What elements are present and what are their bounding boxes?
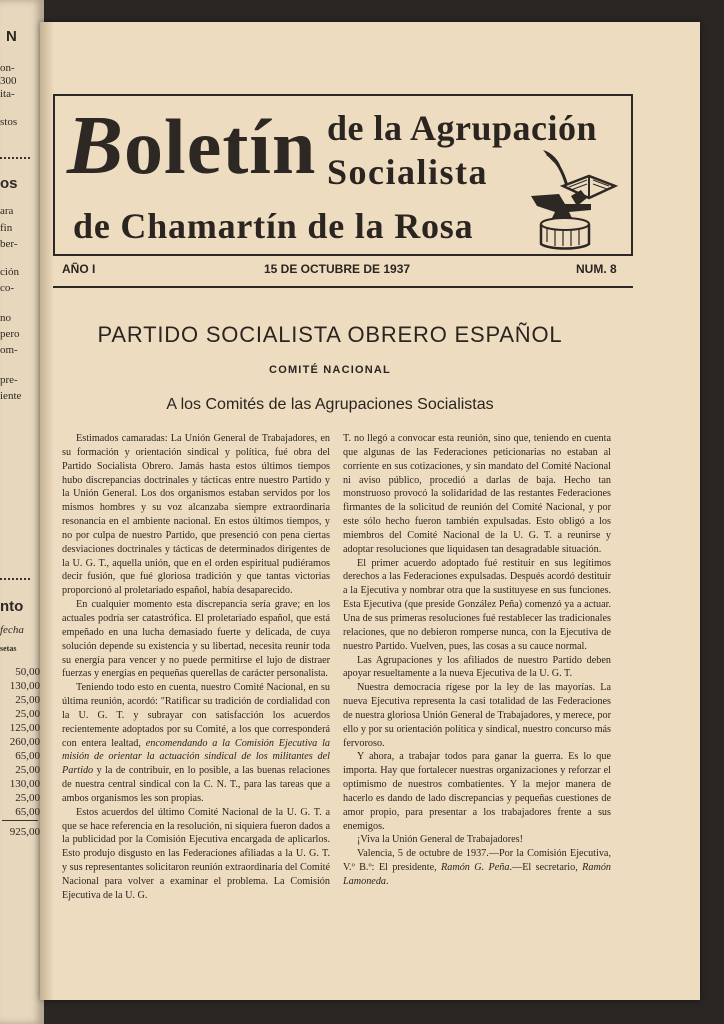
prev-fragment: 50,00 xyxy=(15,666,40,678)
signatory-president: Ramón G. Peña xyxy=(441,862,510,874)
paragraph: El primer acuerdo adoptado fué restituir en sus legítimos derechos a las Federaciones expulsadas. Después acordó destituir a la Ejecutiva y nombrar otra que la sustituyese en sus funciones. Esta Ejecutiva (que preside González Peña) comenzó ya a actuar. Una de sus primeras resoluciones fué restablecer las tradicionales relaciones, que no debieron romperse nunca, con la Ejecutiva de nuestro Partido. Vuelven, pues, las cosas a su cauce normal. xyxy=(343,557,611,652)
prev-fragment: on- xyxy=(0,62,15,74)
italic-quote: encomendando a la Comisión Ejecutiva la misión de orientar la actuación sindical de los militantes del Partido xyxy=(62,737,331,777)
issue-info-row xyxy=(62,262,622,280)
issue-number: NUM. 8 xyxy=(576,262,617,276)
masthead-title xyxy=(67,99,317,192)
paragraph: Y ahora, a trabajar todos para ganar la guerra. Es lo que importa. Hay que fortalecer nuestras organizaciones y reforzar el optimismo de nuestros combatientes. Y la mejor manera de hacerlo es dando de lado discrepancias y pequeñas cuestiones de amor propio, para presentar a los trabajadores frente a sus enemigos. xyxy=(343,751,611,832)
dotted-divider xyxy=(0,157,30,159)
closing-cheer: ¡Viva la Unión General de Trabajadores! xyxy=(357,834,524,846)
prev-fragment: fecha xyxy=(0,624,24,636)
prev-fragment: no xyxy=(0,312,11,324)
paragraph: Estimados camaradas: La Unión General de Trabajadores, en su formación y orientación sindical y política, fué obra del Partido Socialista Obrero. Jamás hasta estos últimos tiempos hubo discrepancias doctrinales y tácticas entre nuestro Partido y la Unión General. Los dos organismos estaban servidos por los mismos hombres y su voz alcanzaba siempre extraordinaria resonancia en el ambiente nacional. En estos últimos tiempos, y no por culpa de nuestro Partido, que presenció con pena ciertas desviaciones doctrinales y tácticas de determinados dirigentes de la U. G. T., aquella unión, que en el orden espiritual pudiéramos decir fusión, que fué gloriosa tradición y que tantas victorias proporcionó al proletariado español, había desaparecido. xyxy=(62,433,330,597)
signature-block: Valencia, 5 de octubre de 1937.—Por la Comisión Ejecutiva, V.º B.º: El presidente, Ramón G. Peña.—El secretario, Ramón Lamoneda. xyxy=(343,848,612,887)
prev-fragment: 260,00 xyxy=(9,736,40,748)
masthead-line-3: de Chamartín de la Rosa xyxy=(73,206,474,246)
sum-rule xyxy=(2,820,38,821)
masthead-line-1: de la Agrupación xyxy=(327,108,598,148)
committee-heading: COMITÉ NACIONAL xyxy=(269,364,391,376)
prev-fragment: setas xyxy=(0,644,17,653)
prev-fragment: om- xyxy=(0,344,18,356)
prev-fragment: os xyxy=(0,177,18,190)
prev-fragment: ción xyxy=(0,266,19,278)
paragraph: T. no llegó a convocar esta reunión, sino que, teniendo en cuenta que algunas de las Federaciones peticionarias no estaban al corriente en sus cotizaciones, y sin mandato del Comité Nacional ni aviso público, procedió a darlas de baja. Hecho tan monstruoso provocó la solidaridad de las restantes Federaciones firmantes de la solicitud de reunión del Comité Nacional, y por este sólo hecho fueron también expulsadas. Esto obligó a los miembros del Comité Nacional de la U. G. T. a reunirse y adoptar resoluciones que liquidasen tan desagradable situación. xyxy=(343,433,611,555)
masthead xyxy=(53,94,633,256)
party-heading: PARTIDO SOCIALISTA OBRERO ESPAÑOL xyxy=(97,322,563,347)
prev-fragment: stos xyxy=(0,116,18,128)
issue-date: 15 DE OCTUBRE DE 1937 xyxy=(264,262,411,276)
prev-fragment: N xyxy=(6,30,17,43)
prev-fragment: 300 xyxy=(0,75,17,87)
prev-fragment: ita- xyxy=(0,88,15,100)
masthead-title-initial: B xyxy=(67,99,125,192)
prev-fragment: 125,00 xyxy=(9,722,40,734)
prev-fragment: nto xyxy=(0,600,24,613)
prev-fragment: 25,00 xyxy=(15,764,40,776)
prev-fragment: 65,00 xyxy=(15,806,40,818)
prev-fragment: ara xyxy=(0,205,14,217)
paragraph: En cualquier momento esta discrepancia sería grave; en los actuales podría ser catastrófica. El proletariado español, que está empeñado en una lucha demasiado fuerte y delicada, de cuya solución depende su existencia y su libertad, necesita reunir toda su energía para vencer y no puede permitirse el lujo de distraer fuerzas y energías en pequeñas querellas de carácter personalista. xyxy=(62,599,330,680)
dotted-divider xyxy=(0,578,30,580)
header-rule xyxy=(53,286,633,288)
book-and-anvil-icon xyxy=(529,146,619,250)
prev-fragment: 25,00 xyxy=(15,708,40,720)
prev-fragment: 25,00 xyxy=(15,694,40,706)
masthead-line-2: Socialista xyxy=(327,152,489,192)
article-subtitle: A los Comités de las Agrupaciones Socialistas xyxy=(166,396,494,413)
prev-fragment: ber- xyxy=(0,238,18,250)
paragraph: Nuestra democracia rígese por la ley de las mayorías. La nueva Ejecutiva representa la casi totalidad de las Federaciones de nuestra gloriosa Unión General de Trabajadores, y merece, por ello y por su orientación política y sindical, nuestro concurso más fervoroso. xyxy=(343,682,611,749)
signatory-secretary: Ramón Lamoneda xyxy=(343,862,612,887)
article-column-right xyxy=(343,432,611,889)
masthead-title-rest: oletín xyxy=(124,103,317,190)
prev-fragment: pre- xyxy=(0,374,18,386)
previous-page-edge xyxy=(0,0,44,1024)
prev-fragment: pero xyxy=(0,328,20,340)
newspaper-page xyxy=(40,22,700,1000)
prev-fragment: 65,00 xyxy=(15,750,40,762)
prev-fragment: 25,00 xyxy=(15,792,40,804)
issue-year: AÑO I xyxy=(62,262,96,276)
prev-fragment: 130,00 xyxy=(9,680,40,692)
paragraph: Las Agrupaciones y los afiliados de nuestro Partido deben apoyar resueltamente a la nueva Ejecutiva de la U. G. T. xyxy=(343,654,611,680)
prev-fragment: 130,00 xyxy=(9,778,40,790)
prev-fragment: co- xyxy=(0,282,15,294)
prev-fragment: 925,00 xyxy=(9,826,40,838)
paragraph: Estos acuerdos del último Comité Nacional de la U. G. T. a que se hace referencia en la resolución, ni siquiera fueron dados a la publicidad por la Comisión Ejecutiva encargada de aplicarlos. Esto produjo disgusto en las Federaciones afiliadas a la U. G. T. y sus representantes solicitaron reunión extraordinaria del Comité Nacional para volver a examinar el problema. La Comisión Ejecutiva de la U. G. xyxy=(62,806,330,901)
prev-fragment: iente xyxy=(0,390,22,402)
prev-fragment: fin xyxy=(0,222,13,234)
paragraph: Teniendo todo esto en cuenta, nuestro Comité Nacional, en su última reunión, acordó: "Ratificar su tradición de cordialidad con la U. G. T. y subrayar con satisfacción los acuerdos recientemente adoptados por su Comité, a los que corresponderá con entera lealtad, encomendando a la Comisión Ejecutiva la misión de orientar la actuación sindical de los militantes del Partido y la de contribuir, en lo posible, a las buenas relaciones de nuestra central sindical con la C. N. T., para las tareas que a ambos organismos les son propias. xyxy=(62,682,331,804)
article-column-left xyxy=(62,432,330,903)
